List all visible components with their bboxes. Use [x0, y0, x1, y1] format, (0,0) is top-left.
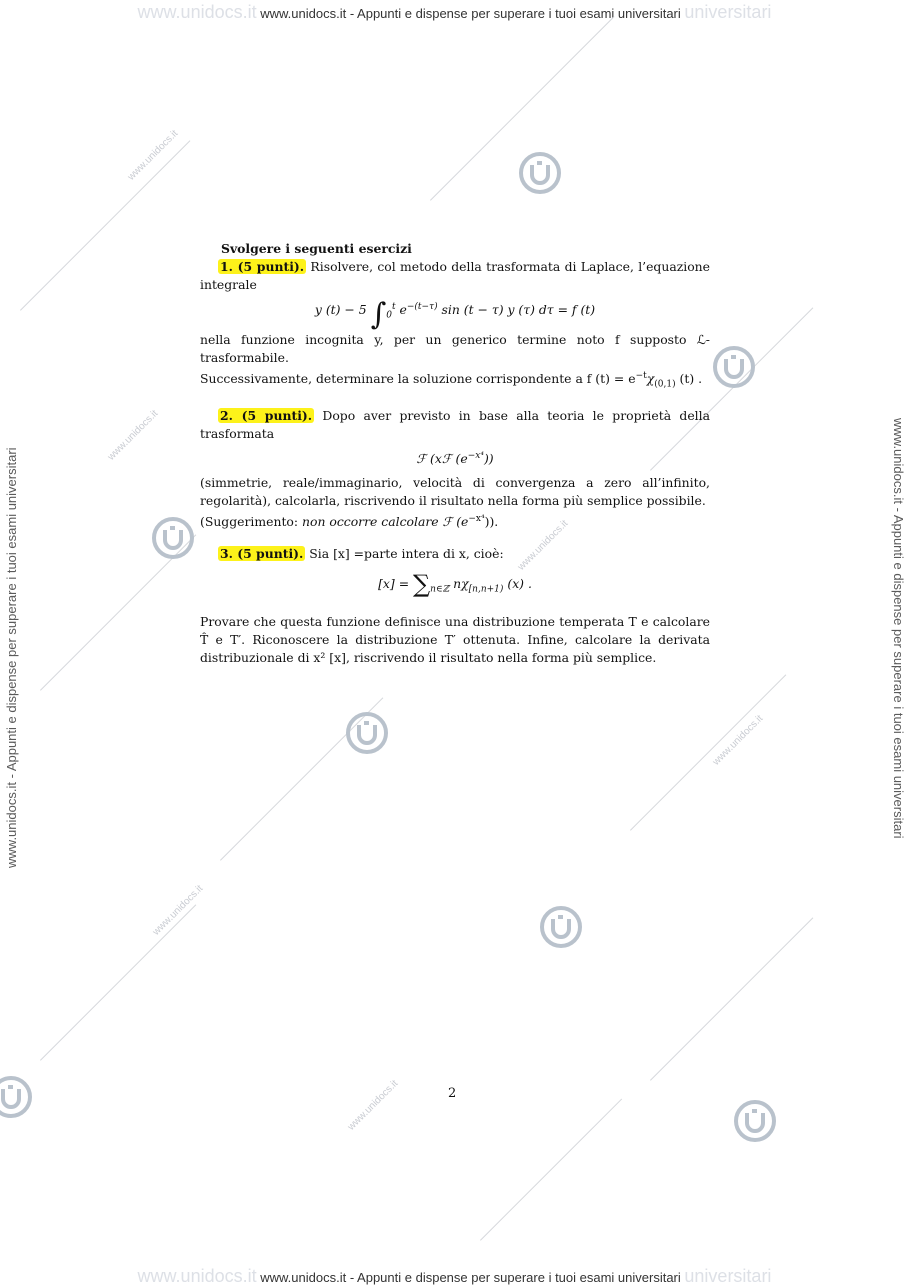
watermark-line — [630, 674, 786, 830]
exercise-3 — [200, 545, 710, 666]
exercise-intro-text: Risolvere, col metodo della trasformata di Laplace, l’equazione integrale — [200, 259, 710, 292]
exercise-text-part: (t) . — [679, 370, 703, 386]
exercise-intro — [200, 258, 710, 294]
watermark-diag-text: www.unidocs.it — [105, 408, 161, 463]
exercise-intro — [200, 407, 710, 443]
watermark-side-right: www.unidocs.it - Appunti e dispense per superare i tuoi esami universitari — [891, 418, 906, 839]
exercise-intro-text: Sia [x] =parte intera di x, cioè: — [309, 546, 504, 562]
exercise-label: 2. (5 punti). — [220, 408, 313, 424]
hint-label: (Suggerimento: — [200, 514, 299, 530]
unidocs-logo-icon — [0, 1074, 34, 1120]
exercise-label: 3. (5 punti). — [220, 546, 304, 562]
equation-part: ℱ (xℱ (e — [416, 451, 468, 467]
equation-part: y (t) − 5 — [314, 302, 367, 318]
integral-lower: 0 — [386, 310, 392, 321]
watermark-ghost-left: www.unidocs.it — [137, 2, 257, 22]
watermark-line — [650, 917, 813, 1080]
exercise-sheet — [200, 240, 710, 667]
unidocs-logo-icon — [538, 904, 584, 950]
watermark-banner-top — [0, 2, 909, 23]
exercise-text-part: Successivamente, determinare la soluzione corrispondente a f (t) = e — [200, 370, 636, 386]
watermark-line — [480, 1099, 622, 1241]
equation-part: [x] = — [378, 576, 410, 592]
page-number: 2 — [448, 1086, 457, 1101]
exercise-hint — [200, 510, 710, 531]
equation-exponent: −x⁴ — [467, 451, 484, 462]
exercise-text — [200, 367, 710, 394]
watermark-diag-text: www.unidocs.it — [125, 128, 181, 183]
unidocs-logo-icon — [711, 344, 757, 390]
equation-part: (x) . — [507, 576, 532, 592]
sheet-heading: Svolgere i seguenti esercizi — [221, 241, 412, 256]
exercise-intro-text: Dopo aver previsto in base alla teoria le proprietà della trasformata — [200, 408, 710, 442]
watermark-diag-text: www.unidocs.it — [345, 1078, 401, 1133]
watermark-diag-text: www.unidocs.it — [710, 713, 766, 768]
watermark-line — [20, 140, 190, 310]
watermark-banner-bottom — [0, 1266, 909, 1287]
watermark-ghost-left: www.unidocs.it — [137, 1266, 257, 1286]
exercise-equation — [200, 447, 710, 468]
exercise-text: nella funzione incognita y, per un generico termine noto f supposto ℒ-trasformabile. — [200, 331, 710, 365]
exercise-equation — [200, 297, 710, 333]
watermark-ghost-right: universitari — [684, 1266, 772, 1286]
exercise-2 — [200, 407, 710, 531]
integral-upper: t — [391, 302, 396, 312]
watermark-diag-text: www.unidocs.it — [515, 518, 571, 573]
equation-subscript: [n,n+1) — [468, 584, 504, 595]
watermark-line — [40, 904, 196, 1060]
unidocs-logo-icon — [344, 710, 390, 756]
watermark-ghost-right: universitari — [684, 2, 772, 22]
sum-index: n∈ℤ — [430, 584, 450, 595]
exercise-text: (simmetrie, reale/immaginario, velocità di convergenza a zero all’infinito, regolarità), calcolarla, riscrivendo il risultato nella forma più semplice possibile. — [200, 475, 710, 509]
sum-sign: ∑ — [413, 570, 431, 599]
equation-part: nχ — [453, 576, 469, 592]
exercise-label: 1. (5 punti). — [220, 259, 305, 274]
watermark-side-left: www.unidocs.it - Appunti e dispense per superare i tuoi esami universitari — [4, 447, 19, 868]
equation-exponent: −(t−τ) — [406, 302, 438, 312]
exercise-subscript: (0,1) — [654, 379, 676, 390]
equation-part: sin (t − τ) y (τ) dτ = f (t) — [441, 302, 596, 318]
equation-part: )) — [483, 451, 494, 467]
exercise-text: Provare che questa funzione definisce una distribuzione temperata T e calcolare T̂ e T′. Riconoscere la distribuzione T′ ottenuta. Infine, calcolare la derivata distribuzionale di x² [x], riscrivendo il risultato nella forma più semplice. — [200, 613, 710, 665]
watermark-banner-text: www.unidocs.it - Appunti e dispense per superare i tuoi esami universitari — [260, 6, 681, 21]
unidocs-logo-icon — [517, 150, 563, 196]
unidocs-logo-icon — [732, 1098, 778, 1144]
watermark-diag-text: www.unidocs.it — [150, 883, 206, 938]
exercise-equation — [200, 570, 710, 599]
unidocs-logo-icon — [150, 515, 196, 561]
hint-exponent: −x⁴ — [468, 514, 485, 525]
equation-part: e — [399, 302, 407, 318]
hint-end: )). — [484, 514, 499, 530]
hint-text: non occorre calcolare ℱ (e — [302, 514, 469, 530]
exercise-text-part: χ — [646, 370, 655, 386]
watermark-banner-text: www.unidocs.it - Appunti e dispense per superare i tuoi esami universitari — [260, 1270, 681, 1285]
exercise-1 — [200, 258, 710, 393]
exercise-exponent: −t — [635, 370, 647, 381]
integral-sign: ∫ — [370, 297, 387, 333]
exercise-intro — [200, 545, 710, 563]
